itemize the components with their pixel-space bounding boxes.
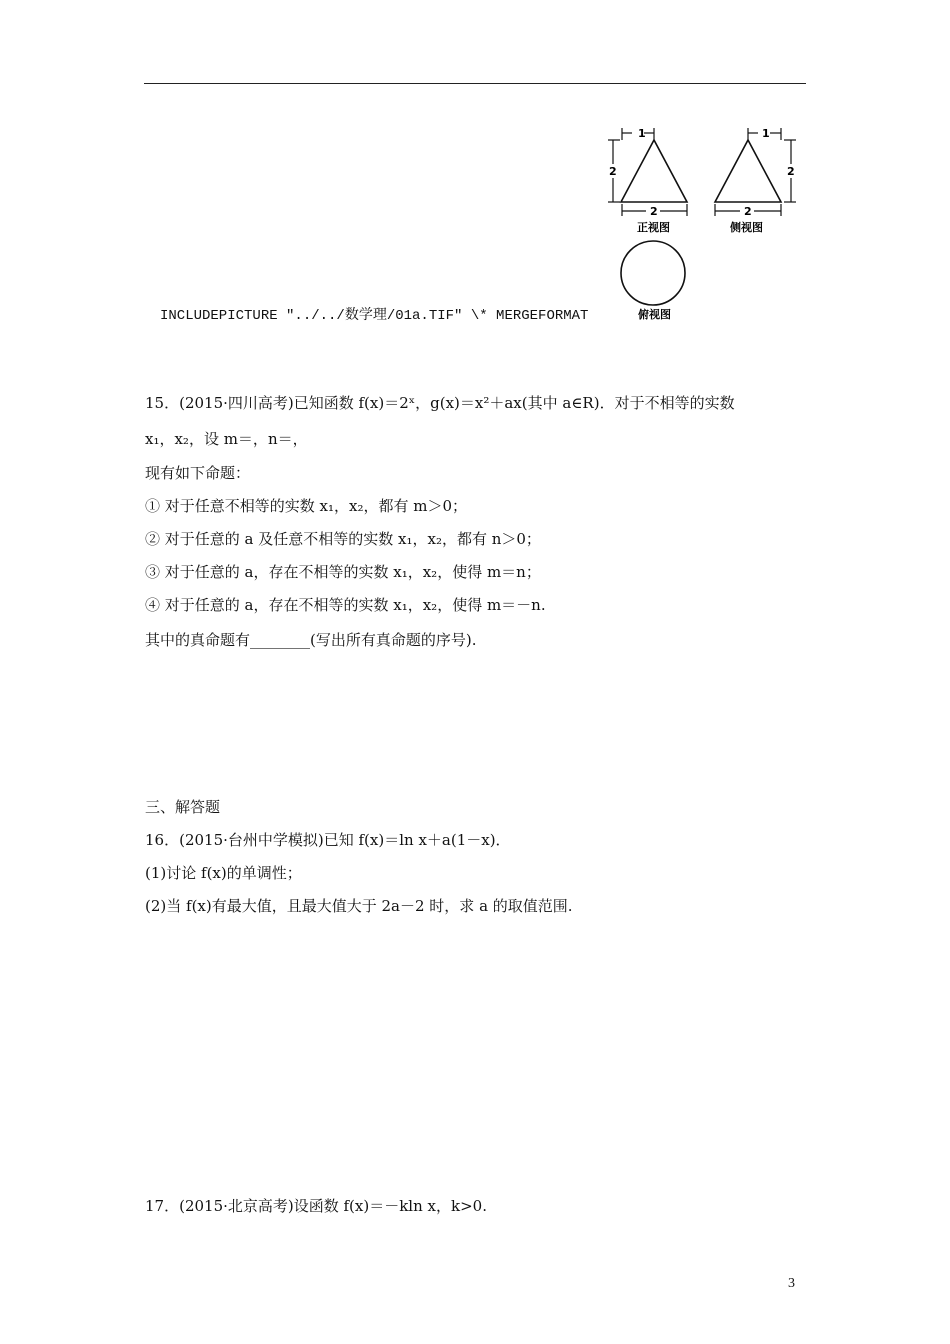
q15-ask: 其中的真命题有________(写出所有真命题的序号). [145,631,477,649]
q16-part1: (1)讨论 f(x)的单调性； [145,864,302,882]
page-number: 3 [788,1276,795,1291]
q16-line1: 16．(2015·台州中学模拟)已知 f(x)＝ln x＋a(1－x)． [145,831,511,849]
top-view-circle [621,241,685,305]
q15-proposition-3: ③ 对于任意的 a，存在不相等的实数 x₁，x₂，使得 m＝n； [145,563,541,581]
side-view-label: 侧视图 [730,221,763,234]
q17-line1: 17．(2015·北京高考)设函数 f(x)＝－kln x，k>0. [145,1197,487,1215]
q15-proposition-4: ④ 对于任意的 a，存在不相等的实数 x₁，x₂，使得 m＝－n. [145,596,546,614]
side-top-dim: 1 [762,127,770,140]
q15-proposition-1: ① 对于任意不相等的实数 x₁，x₂，都有 m＞0； [145,497,468,515]
side-view [715,128,796,216]
q15-line3: 现有如下命题： [145,464,251,482]
q15-line2: x₁，x₂，设 m＝，n＝， [145,430,308,448]
q16-part2: (2)当 f(x)有最大值，且最大值大于 2a－2 时，求 a 的取值范围. [145,897,573,915]
front-base-dim: 2 [650,205,658,218]
front-top-dim: 1 [638,127,646,140]
q15-proposition-2: ② 对于任意的 a 及任意不相等的实数 x₁，x₂，都有 n＞0； [145,530,541,548]
section-heading: 三、解答题 [145,798,221,816]
side-height-dim: 2 [787,165,795,178]
q15-line1: 15．(2015·四川高考)已知函数 f(x)＝2ˣ，g(x)＝x²＋ax(其中 a∈R)．对于不相等的实数 [145,394,735,412]
header-rule [144,83,806,84]
front-height-dim: 2 [609,165,617,178]
top-view-label: 俯视图 [638,308,671,321]
side-base-dim: 2 [744,205,752,218]
include-picture-field: INCLUDEPICTURE "../../数学理/01a.TIF" \* MERGEFORMAT [160,308,589,324]
three-view-figure [600,120,820,330]
front-view-label: 正视图 [637,221,670,234]
front-view [608,128,687,216]
